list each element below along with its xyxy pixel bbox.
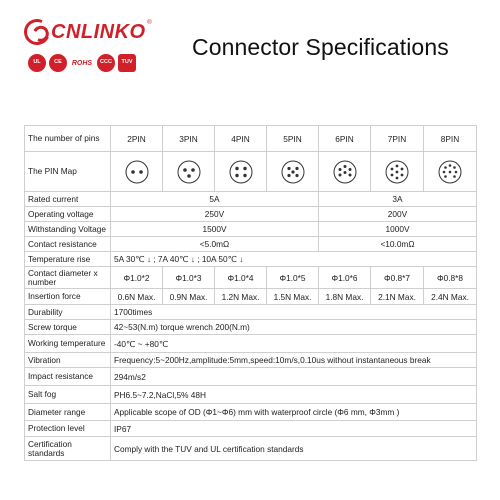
row-label: The PIN Map [25, 152, 111, 192]
pin-map-3-icon [176, 159, 202, 185]
pin-count-cell: 8PIN [424, 126, 477, 152]
row-operating-voltage [25, 207, 477, 222]
row-temperature-rise [25, 252, 477, 267]
value-cell: -40℃ ~ +80℃ [111, 335, 477, 353]
row-label: Temperature rise [25, 252, 111, 267]
value-cell: 0.9N Max. [163, 289, 215, 305]
certification-marks [28, 54, 136, 72]
value-cell: Frequency:5~200Hz,amplitude:5mm,speed:10m/s,0.10us without instantaneous break [111, 353, 477, 368]
row-protection-level [25, 421, 477, 437]
pin-count-cell: 2PIN [111, 126, 163, 152]
value-cell: 2.1N Max. [371, 289, 424, 305]
pin-map-2-icon [124, 159, 150, 185]
value-cell: 42~53(N.m) torque wrench 200(N.m) [111, 320, 477, 335]
value-cell: 5A [111, 192, 319, 207]
value-cell: 1.2N Max. [215, 289, 267, 305]
pin-map-8-icon [437, 159, 463, 185]
value-cell: 1700times [111, 305, 477, 320]
ce-mark-icon: CE [49, 54, 67, 72]
value-cell: Φ1.0*6 [319, 267, 371, 289]
value-cell: 3A [319, 192, 477, 207]
row-contact-diameter [25, 267, 477, 289]
row-label: Diameter range [25, 404, 111, 421]
row-insertion-force [25, 289, 477, 305]
brand-name: CNLINKO [51, 20, 146, 43]
row-label: Protection level [25, 421, 111, 437]
ccc-mark-icon: CCC [97, 54, 115, 72]
row-label: Withstanding Voltage [25, 222, 111, 237]
row-label: Rated current [25, 192, 111, 207]
row-rated-current [25, 192, 477, 207]
row-working-temperature [25, 335, 477, 353]
pin-map-5-icon [280, 159, 306, 185]
row-contact-resistance [25, 237, 477, 252]
row-label: Certification standards [25, 437, 111, 461]
value-cell: 294m/s2 [111, 368, 477, 386]
brand-wordmark [24, 18, 152, 46]
row-label: Salt fog [25, 386, 111, 404]
registered-mark: ® [147, 20, 152, 26]
page-title: Connector Specifications [192, 34, 449, 60]
value-cell: 1.5N Max. [267, 289, 319, 305]
spec-table [24, 125, 477, 461]
tuv-mark-icon: TUV [118, 54, 136, 72]
row-label: Insertion force [25, 289, 111, 305]
value-cell: <5.0mΩ [111, 237, 319, 252]
value-cell: Comply with the TUV and UL certification standards [111, 437, 477, 461]
row-label: Contact diameter x number [25, 267, 111, 289]
pin-count-cell: 4PIN [215, 126, 267, 152]
row-label: Vibration [25, 353, 111, 368]
value-cell: Φ1.0*4 [215, 267, 267, 289]
pin-map-6-icon [332, 159, 358, 185]
value-cell: 250V [111, 207, 319, 222]
pin-count-cell: 6PIN [319, 126, 371, 152]
row-screw-torque [25, 320, 477, 335]
ul-mark-icon: UL [28, 54, 46, 72]
value-cell: Applicable scope of OD (Φ1~Φ6) mm with waterproof circle (Φ6 mm, Φ3mm ) [111, 404, 477, 421]
pin-count-cell: 5PIN [267, 126, 319, 152]
rohs-mark-icon: ROHS [71, 59, 93, 67]
row-pin-map [25, 152, 477, 192]
value-cell: 0.6N Max. [111, 289, 163, 305]
row-withstanding-voltage [25, 222, 477, 237]
pin-map-7-icon [384, 159, 410, 185]
row-vibration [25, 353, 477, 368]
value-cell: Φ0.8*8 [424, 267, 477, 289]
pin-count-cell: 7PIN [371, 126, 424, 152]
row-label: The number of pins [25, 126, 111, 152]
row-label: Contact resistance [25, 237, 111, 252]
row-impact-resistance [25, 368, 477, 386]
value-cell: 1000V [319, 222, 477, 237]
row-salt-fog [25, 386, 477, 404]
logo-ring-icon [20, 15, 53, 48]
row-label: Working temperature [25, 335, 111, 353]
value-cell: Φ0.8*7 [371, 267, 424, 289]
pin-map-4-icon [228, 159, 254, 185]
row-diameter-range [25, 404, 477, 421]
row-label: Screw torque [25, 320, 111, 335]
value-cell: Φ1.0*2 [111, 267, 163, 289]
row-pin-count [25, 126, 477, 152]
row-durability [25, 305, 477, 320]
brand-logo [24, 18, 152, 80]
value-cell: PH6.5~7.2,NaCl,5% 48H [111, 386, 477, 404]
value-cell: 2.4N Max. [424, 289, 477, 305]
row-label: Operating voltage [25, 207, 111, 222]
value-cell: 200V [319, 207, 477, 222]
value-cell: Φ1.0*5 [267, 267, 319, 289]
row-label: Durability [25, 305, 111, 320]
value-cell: IP67 [111, 421, 477, 437]
row-label: Impact resistance [25, 368, 111, 386]
pin-count-cell: 3PIN [163, 126, 215, 152]
value-cell: <10.0mΩ [319, 237, 477, 252]
row-certification [25, 437, 477, 461]
value-cell: Φ1.0*3 [163, 267, 215, 289]
value-cell: 5A 30℃ ↓ ; 7A 40℃ ↓ ; 10A 50℃ ↓ [111, 252, 477, 267]
value-cell: 1500V [111, 222, 319, 237]
value-cell: 1.8N Max. [319, 289, 371, 305]
